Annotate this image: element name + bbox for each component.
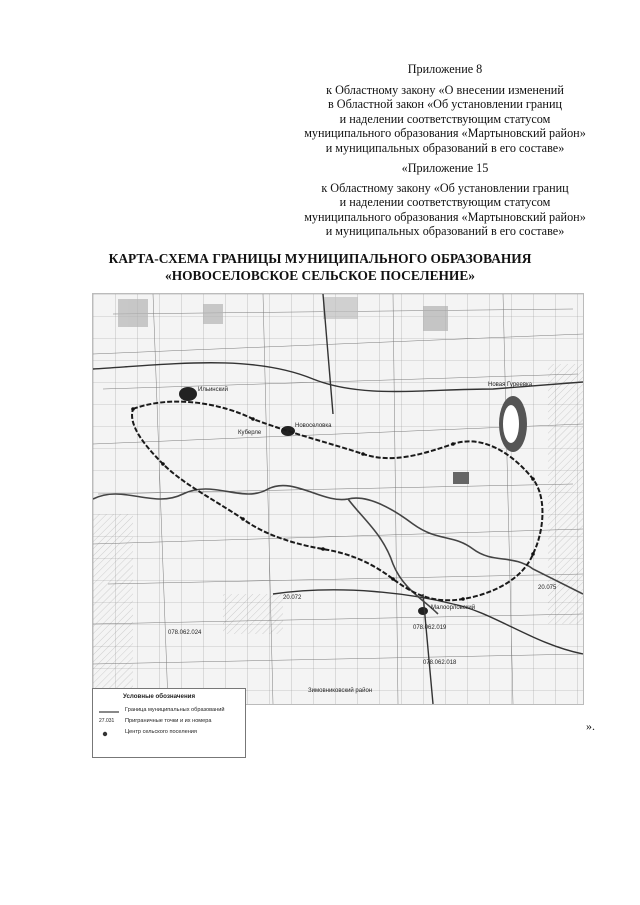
boundary-code-label: 078.062.024 [168,630,202,636]
boundary-code-label: 078.062.018 [423,660,457,666]
map-legend [92,688,246,758]
legend-label: Приграничные точки и их номера [125,718,212,724]
legend-title: Условные обозначения [123,693,196,700]
appendix-8-line: и наделении соответствующим статусом [339,111,551,126]
title-line-1: КАРТА-СХЕМА ГРАНИЦЫ МУНИЦИПАЛЬНОГО ОБРАЗОВАНИЯ [108,251,532,266]
settlement-label: Новая Гуреевка [488,382,533,388]
appendix-8-line: и муниципальных образований в его составе» [325,140,565,155]
appendix-8-heading: Приложение 8 [407,62,483,76]
boundary-map [92,293,584,705]
boundary-code-label: 20.075 [538,585,557,591]
appendix-15-line: и наделении соответствующим статусом [339,195,551,210]
boundary-line-icon [99,709,119,715]
title-line-2: «НОВОСЕЛОВСКОЕ СЕЛЬСКОЕ ПОСЕЛЕНИЕ» [165,268,475,283]
document-title [60,250,580,284]
appendix-8-line: в Областной закон «Об установлении границ [327,97,562,112]
legend-item-boundary [97,707,243,716]
appendix-15-line: и муниципальных образований в его составе» [325,224,565,239]
boundary-code-label: 078.062.019 [413,625,447,631]
district-label: Зимовниковский район [308,688,373,694]
settlement-center-icon [99,731,119,737]
legend-label: Граница муниципальных образований [125,707,225,713]
settlement-label: Ильинский [198,387,228,393]
settlement-label: Новоселовка [295,423,332,429]
legend-item-points [97,718,243,727]
appendix-8-line: к Областному закону «О внесении изменений [326,82,564,97]
legend-label: Центр сельского поселения [125,729,197,735]
settlement-label: Малоорловский [431,605,476,611]
boundary-point-code: 27.031 [99,718,115,724]
legend-item-center [97,729,243,738]
appendix-15-line: к Областному закону «Об установлении границ [321,180,569,195]
appendix-15-heading: «Приложение 15 [401,161,489,175]
appendix-8-line: муниципального образования «Мартыновский район» [304,126,586,141]
appendix-15-header [280,161,610,239]
boundary-code-label: 20.072 [283,595,302,601]
settlement-label: Куберле [238,430,262,436]
appendix-8-header [280,62,610,156]
appendix-15-line: муниципального образования «Мартыновский район» [304,209,586,224]
closing-quote-mark: ». [586,719,595,733]
